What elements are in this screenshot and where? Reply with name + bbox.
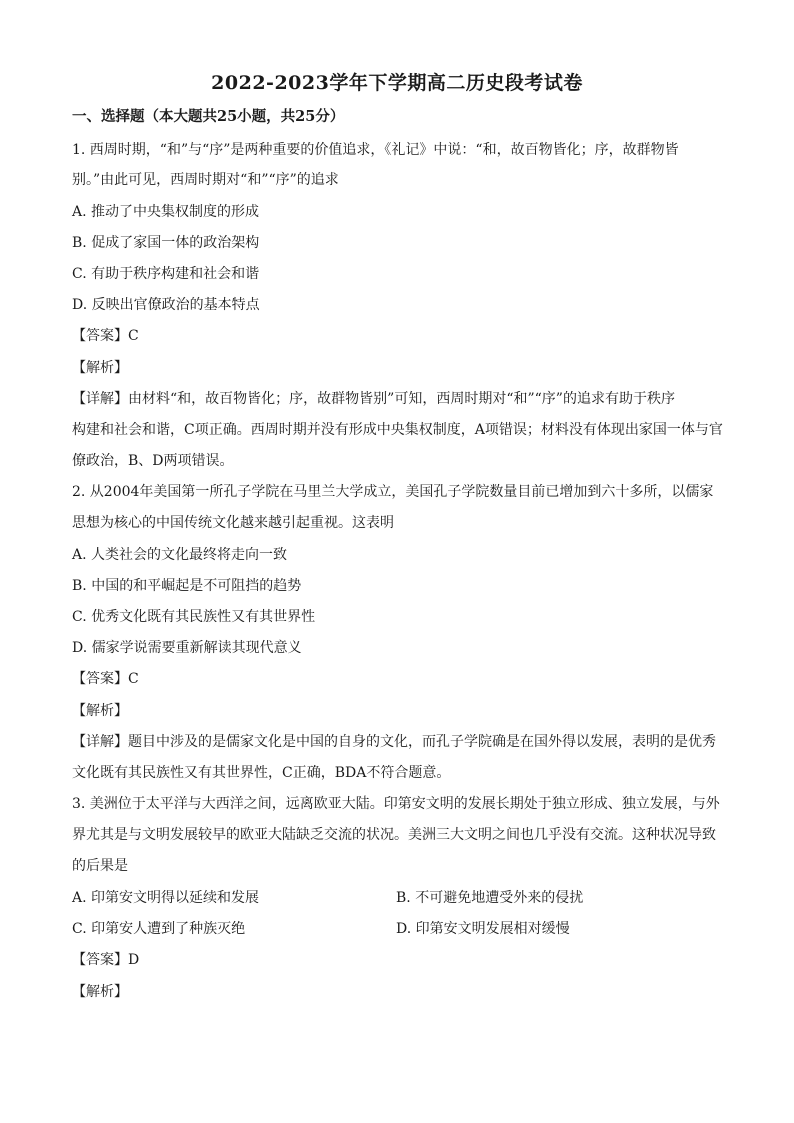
option-a: A. 推动了中央集权制度的形成 [72, 204, 260, 220]
analysis-label: 【解析】 [72, 360, 128, 376]
question-stem-line: 1. 西周时期，“和”与“序”是两种重要的价值追求，《礼记》中说：“和，故百物皆化；序，故群物皆 [72, 142, 679, 158]
detail-line: 文化既有其民族性又有其世界性，C正确，BDA不符合题意。 [72, 765, 451, 781]
option-d: D. 反映出官僚政治的基本特点 [72, 297, 260, 313]
answer-line: 【答案】C [72, 671, 139, 687]
analysis-label: 【解析】 [72, 984, 128, 1000]
option-b: B. 促成了家国一体的政治架构 [72, 235, 260, 251]
option-c: C. 有助于秩序构建和社会和谐 [72, 266, 260, 282]
option-b: B. 不可避免地遭受外来的侵扰 [396, 890, 584, 906]
option-c: C. 优秀文化既有其民族性又有其世界性 [72, 609, 316, 625]
option-d: D. 印第安文明发展相对缓慢 [396, 921, 570, 937]
option-a: A. 人类社会的文化最终将走向一致 [72, 547, 288, 563]
question-stem-line: 3. 美洲位于太平洋与大西洋之间，远离欧亚大陆。印第安文明的发展长期处于独立形成、独立发展，与外 [72, 796, 720, 812]
answer-line: 【答案】C [72, 328, 139, 344]
question-stem-line: 的后果是 [72, 858, 128, 874]
option-b: B. 中国的和平崛起是不可阻挡的趋势 [72, 578, 302, 594]
detail-line: 【详解】题目中涉及的是儒家文化是中国的自身的文化，而孔子学院确是在国外得以发展，表明的是优秀 [72, 734, 716, 750]
question-stem-line: 界尤其是与文明发展较早的欧亚大陆缺乏交流的状况。美洲三大文明之间也几乎没有交流。这种状况导致 [72, 827, 716, 843]
section-heading: 一、选择题（本大题共25小题，共25分） [72, 108, 345, 125]
question-stem-line: 2. 从2004年美国第一所孔子学院在马里兰大学成立，美国孔子学院数量目前已增加到六十多所，以儒家 [72, 484, 714, 500]
question-stem-line: 别。”由此可见，西周时期对“和”“序”的追求 [72, 172, 339, 188]
answer-line: 【答案】D [72, 952, 140, 968]
option-d: D. 儒家学说需要重新解读其现代意义 [72, 640, 302, 656]
analysis-label: 【解析】 [72, 703, 128, 719]
detail-line: 僚政治，B、D两项错误。 [72, 453, 234, 469]
option-a: A. 印第安文明得以延续和发展 [72, 890, 260, 906]
page-title: 2022-2023学年下学期高二历史段考试卷 [211, 72, 583, 94]
question-stem-line: 思想为核心的中国传统文化越来越引起重视。这表明 [72, 515, 394, 531]
option-c: C. 印第安人遭到了种族灭绝 [72, 921, 246, 937]
detail-line: 【详解】由材料“和，故百物皆化；序，故群物皆别”可知，西周时期对“和”“序”的追求有助于秩序 [72, 391, 675, 407]
detail-line: 构建和社会和谐，C项正确。西周时期并没有形成中央集权制度，A项错误；材料没有体现出家国一体与官 [72, 422, 723, 438]
